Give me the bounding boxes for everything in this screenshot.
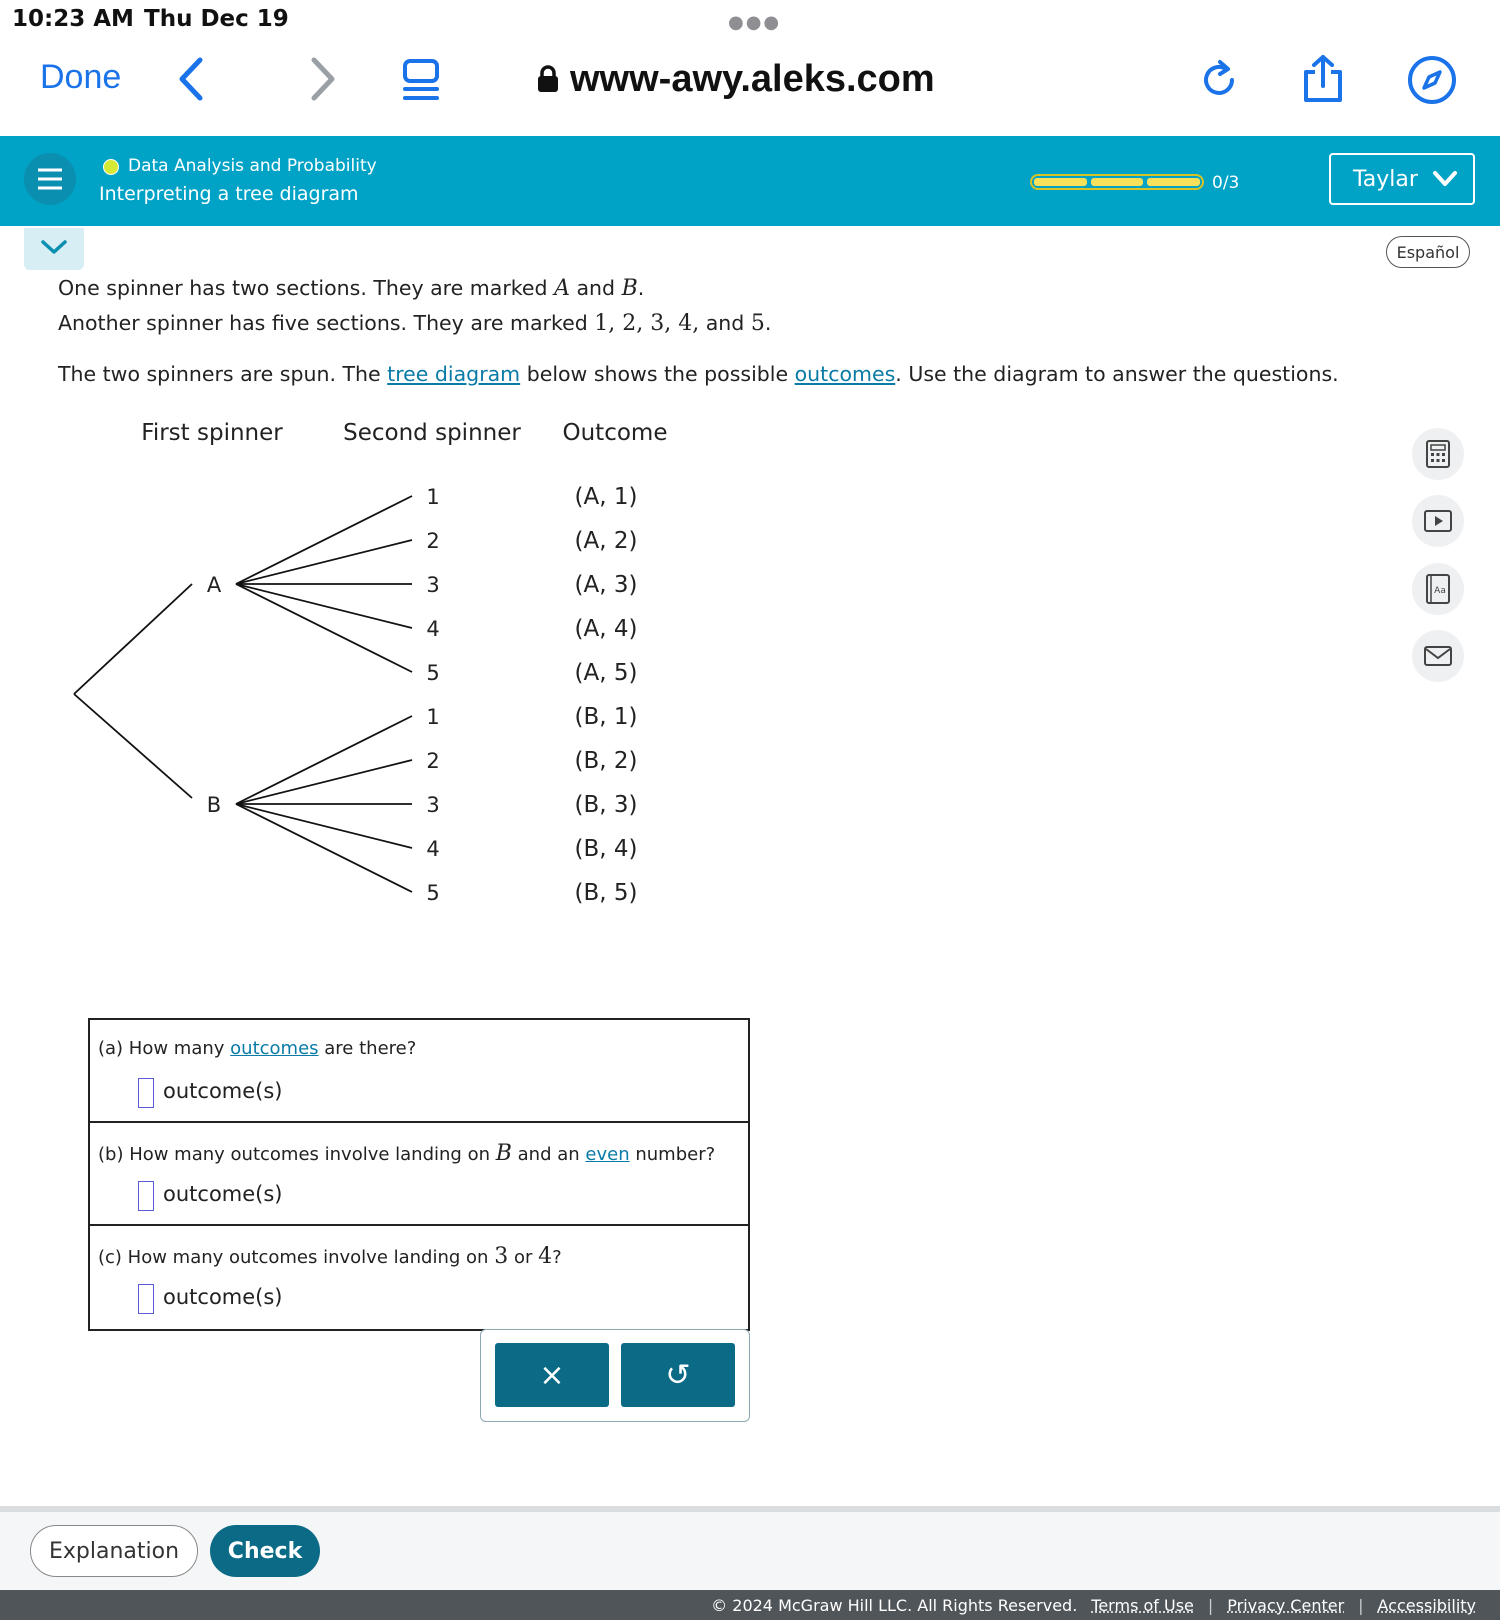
calculator-icon xyxy=(1424,439,1452,469)
answer-a-input[interactable] xyxy=(138,1078,154,1108)
status-dot xyxy=(103,159,119,175)
dictionary-button[interactable] xyxy=(1412,563,1464,615)
outcome-label: (B, 5) xyxy=(574,880,638,906)
multitask-dots-icon[interactable]: ●●● xyxy=(728,12,782,33)
text: (a) How many xyxy=(98,1038,225,1059)
dictionary-icon xyxy=(1424,573,1452,605)
undo-button[interactable]: ↺ xyxy=(621,1343,735,1407)
back-icon[interactable] xyxy=(174,56,208,102)
outcome-label: (A, 5) xyxy=(574,660,638,686)
privacy-link[interactable]: Privacy Center xyxy=(1227,1595,1345,1615)
variable-b: B xyxy=(495,1141,512,1166)
variable-a: A xyxy=(554,276,570,301)
text: (b) How many outcomes involve landing on xyxy=(98,1144,490,1165)
separator: | xyxy=(1207,1595,1214,1615)
mail-button[interactable] xyxy=(1412,630,1464,682)
outcomes-link[interactable]: outcomes xyxy=(794,362,896,386)
problem-line-1 xyxy=(58,276,644,301)
second-spinner-label: 5 xyxy=(426,881,440,905)
text: number? xyxy=(635,1144,716,1165)
status-bar xyxy=(0,0,1500,40)
progress-segment xyxy=(1034,178,1087,186)
variable-b: B xyxy=(621,276,638,301)
check-button[interactable]: Check xyxy=(210,1525,320,1577)
header-first-spinner: First spinner xyxy=(141,420,283,446)
second-spinner-label: 5 xyxy=(426,661,440,685)
header-second-spinner: Second spinner xyxy=(343,420,521,446)
outcome-label: (A, 2) xyxy=(574,528,638,554)
mail-icon xyxy=(1423,645,1453,667)
reload-icon[interactable] xyxy=(1200,58,1240,102)
question-a xyxy=(90,1020,748,1123)
forward-icon[interactable] xyxy=(306,56,340,102)
text: and xyxy=(705,311,745,335)
text: One spinner has two sections. They are marked xyxy=(58,276,548,300)
outcome-label: (B, 4) xyxy=(574,836,638,862)
question-c xyxy=(90,1226,748,1329)
even-link[interactable]: even xyxy=(585,1144,630,1165)
root-branch xyxy=(74,694,192,798)
answer-c-input[interactable] xyxy=(138,1284,154,1314)
progress-label: 0/3 xyxy=(1212,173,1240,193)
address-bar[interactable] xyxy=(536,54,935,104)
outcome-label: (A, 4) xyxy=(574,616,638,642)
second-branch xyxy=(236,804,412,848)
header-outcome: Outcome xyxy=(562,420,668,446)
question-c-text xyxy=(98,1244,562,1269)
share-icon[interactable] xyxy=(1300,54,1346,104)
calculator-button[interactable] xyxy=(1412,428,1464,480)
separator: | xyxy=(1358,1595,1364,1615)
answer-b-unit: outcome(s) xyxy=(163,1182,283,1206)
video-icon xyxy=(1423,509,1453,533)
second-spinner-label: 2 xyxy=(426,749,440,773)
number: 4 xyxy=(538,1244,553,1269)
second-spinner-label: 1 xyxy=(426,485,440,509)
menu-button[interactable] xyxy=(24,153,76,205)
answer-a-unit: outcome(s) xyxy=(163,1079,283,1103)
text: (c) How many outcomes involve landing on xyxy=(98,1247,489,1268)
aleks-header xyxy=(0,136,1500,226)
reader-icon[interactable] xyxy=(402,58,440,102)
tree-diagram xyxy=(0,410,760,930)
second-spinner-label: 1 xyxy=(426,705,440,729)
tree-diagram-link[interactable]: tree diagram xyxy=(387,362,521,386)
text: are there? xyxy=(324,1038,417,1059)
problem-line-3 xyxy=(58,362,1339,386)
second-branch xyxy=(236,804,412,892)
explanation-button[interactable]: Explanation xyxy=(30,1525,198,1577)
user-name: Taylar xyxy=(1353,166,1418,192)
second-branch xyxy=(236,584,412,672)
hamburger-icon xyxy=(24,153,76,205)
second-branch xyxy=(236,760,412,804)
accessibility-link[interactable]: Accessibility xyxy=(1377,1595,1476,1615)
clear-button[interactable]: × xyxy=(495,1343,609,1407)
outcome-label: (A, 3) xyxy=(574,572,638,598)
second-branch xyxy=(236,540,412,584)
progress-segment xyxy=(1147,178,1200,186)
second-branch xyxy=(236,496,412,584)
question-b xyxy=(90,1123,748,1226)
topic-title: Data Analysis and Probability xyxy=(128,156,377,176)
done-button[interactable]: Done xyxy=(40,58,122,96)
second-spinner-label: 3 xyxy=(426,793,440,817)
answer-panel xyxy=(88,1018,750,1331)
outcomes-link[interactable]: outcomes xyxy=(230,1038,319,1059)
chevron-down-icon xyxy=(24,228,84,270)
problem-line-2 xyxy=(58,311,771,336)
second-spinner-label: 4 xyxy=(426,837,440,861)
svg-text:Aa: Aa xyxy=(1434,586,1446,596)
text: ? xyxy=(552,1247,562,1268)
text: The two spinners are spun. The xyxy=(58,362,381,386)
video-button[interactable] xyxy=(1412,495,1464,547)
answer-c-unit: outcome(s) xyxy=(163,1285,283,1309)
outcome-label: (A, 1) xyxy=(574,484,638,510)
number-list: 1, 2, 3, 4, xyxy=(594,311,700,336)
status-time: 10:23 AM xyxy=(12,6,134,32)
second-spinner-label: 4 xyxy=(426,617,440,641)
first-spinner-label: A xyxy=(206,573,222,597)
collapse-toggle[interactable] xyxy=(24,228,84,270)
compass-icon[interactable] xyxy=(1406,54,1458,106)
url-text: www-awy.aleks.com xyxy=(570,57,935,100)
text: . xyxy=(637,276,645,300)
text: Another spinner has five sections. They are marked xyxy=(58,311,588,335)
text: and xyxy=(576,276,616,300)
copyright-bar xyxy=(0,1590,1500,1620)
browser-toolbar xyxy=(0,40,1500,136)
number: 3 xyxy=(494,1244,509,1269)
progress-segment xyxy=(1091,178,1144,186)
answer-keypad xyxy=(480,1329,750,1422)
second-spinner-label: 2 xyxy=(426,529,440,553)
user-menu-button[interactable] xyxy=(1329,153,1475,205)
question-a-text xyxy=(98,1038,416,1059)
status-date: Thu Dec 19 xyxy=(144,6,289,32)
question-b-text xyxy=(98,1141,715,1166)
second-branch xyxy=(236,716,412,804)
chevron-down-icon xyxy=(1432,170,1458,188)
root-branch xyxy=(74,584,192,694)
outcome-label: (B, 2) xyxy=(574,748,638,774)
first-spinner-label: B xyxy=(206,793,222,817)
espanol-button[interactable]: Español xyxy=(1386,236,1470,268)
second-spinner-label: 3 xyxy=(426,573,440,597)
text: and an xyxy=(517,1144,580,1165)
subtopic-title: Interpreting a tree diagram xyxy=(99,183,359,205)
outcome-label: (B, 1) xyxy=(574,704,638,730)
answer-b-input[interactable] xyxy=(138,1181,154,1211)
text: . Use the diagram to answer the questions. xyxy=(895,362,1339,386)
text: . xyxy=(764,311,772,335)
text: or xyxy=(513,1247,533,1268)
outcome-label: (B, 3) xyxy=(574,792,638,818)
number: 5 xyxy=(750,311,765,336)
terms-link[interactable]: Terms of Use xyxy=(1091,1595,1194,1615)
lock-icon xyxy=(536,64,560,94)
progress-bar xyxy=(1030,174,1204,190)
second-branch xyxy=(236,584,412,628)
text: below shows the possible xyxy=(526,362,789,386)
copyright-text: © 2024 McGraw Hill LLC. All Rights Reserved. xyxy=(711,1595,1078,1615)
